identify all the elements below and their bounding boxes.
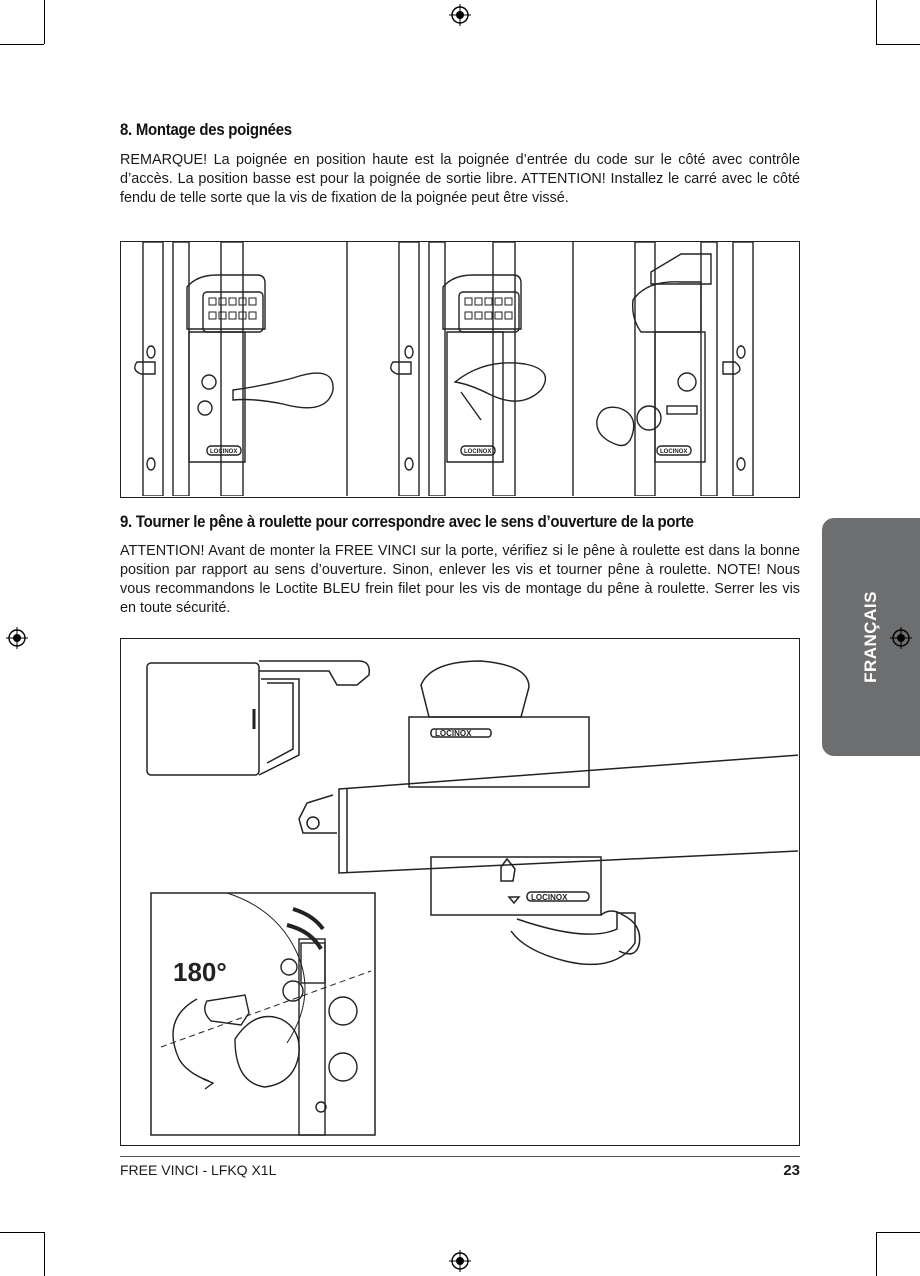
brand-label: LOCINOX [464,449,492,455]
crop-mark [876,1232,920,1233]
brand-label: LOCINOX [210,449,238,455]
rotation-label: 180° [173,957,227,987]
brand-label-bottom: LOCINOX [531,893,568,902]
footer-product: FREE VINCI - LFKQ X1L [120,1162,277,1178]
section-9-title: 9. Tourner le pêne à roulette pour correspondre avec le sens d’ouverture de la porte [120,512,694,531]
brand-label-top: LOCINOX [435,729,472,738]
roller-latch-illustration [121,639,798,1144]
page-number: 23 [783,1162,800,1179]
crop-mark [876,1232,877,1276]
crop-mark [876,44,920,45]
language-tab-label: FRANÇAIS [861,591,880,683]
crop-mark [876,0,877,44]
brand-label: LOCINOX [660,449,688,455]
section-8-body: REMARQUE! La poignée en position haute est la poignée d’entrée du code sur le côté avec contrôle d’accès. La position basse est pour la poignée de sortie libre. ATTENTION! Installez le carré avec le côté fendu de telle sorte que la vis de fixation de la poignée peut être vissé. [120,152,800,206]
registration-mark-icon [890,627,912,649]
crop-mark [0,44,44,45]
crop-mark [44,1232,45,1276]
footer-rule [120,1156,800,1157]
crop-mark [44,0,45,44]
registration-mark-icon [449,4,471,26]
section-8-title: 8. Montage des poignées [120,120,292,139]
handle-mounting-illustration [121,242,798,496]
registration-mark-icon [6,627,28,649]
registration-mark-icon [449,1250,471,1272]
crop-mark [0,1232,44,1233]
section-9-body: ATTENTION! Avant de monter la FREE VINCI sur la porte, vérifiez si le pêne à roulette est dans la bonne position par rapport au sens d’ouverture. Sinon, enlever les vis et tourner pêne à roulette. NOTE! Nous vous recommandons le Loctite BLEU frein filet pour les vis de montage du pêne à roulette. Serrer les vis en toute sécurité. [120,543,800,616]
handle-mounting-figure [120,241,800,498]
roller-latch-figure [120,638,800,1146]
